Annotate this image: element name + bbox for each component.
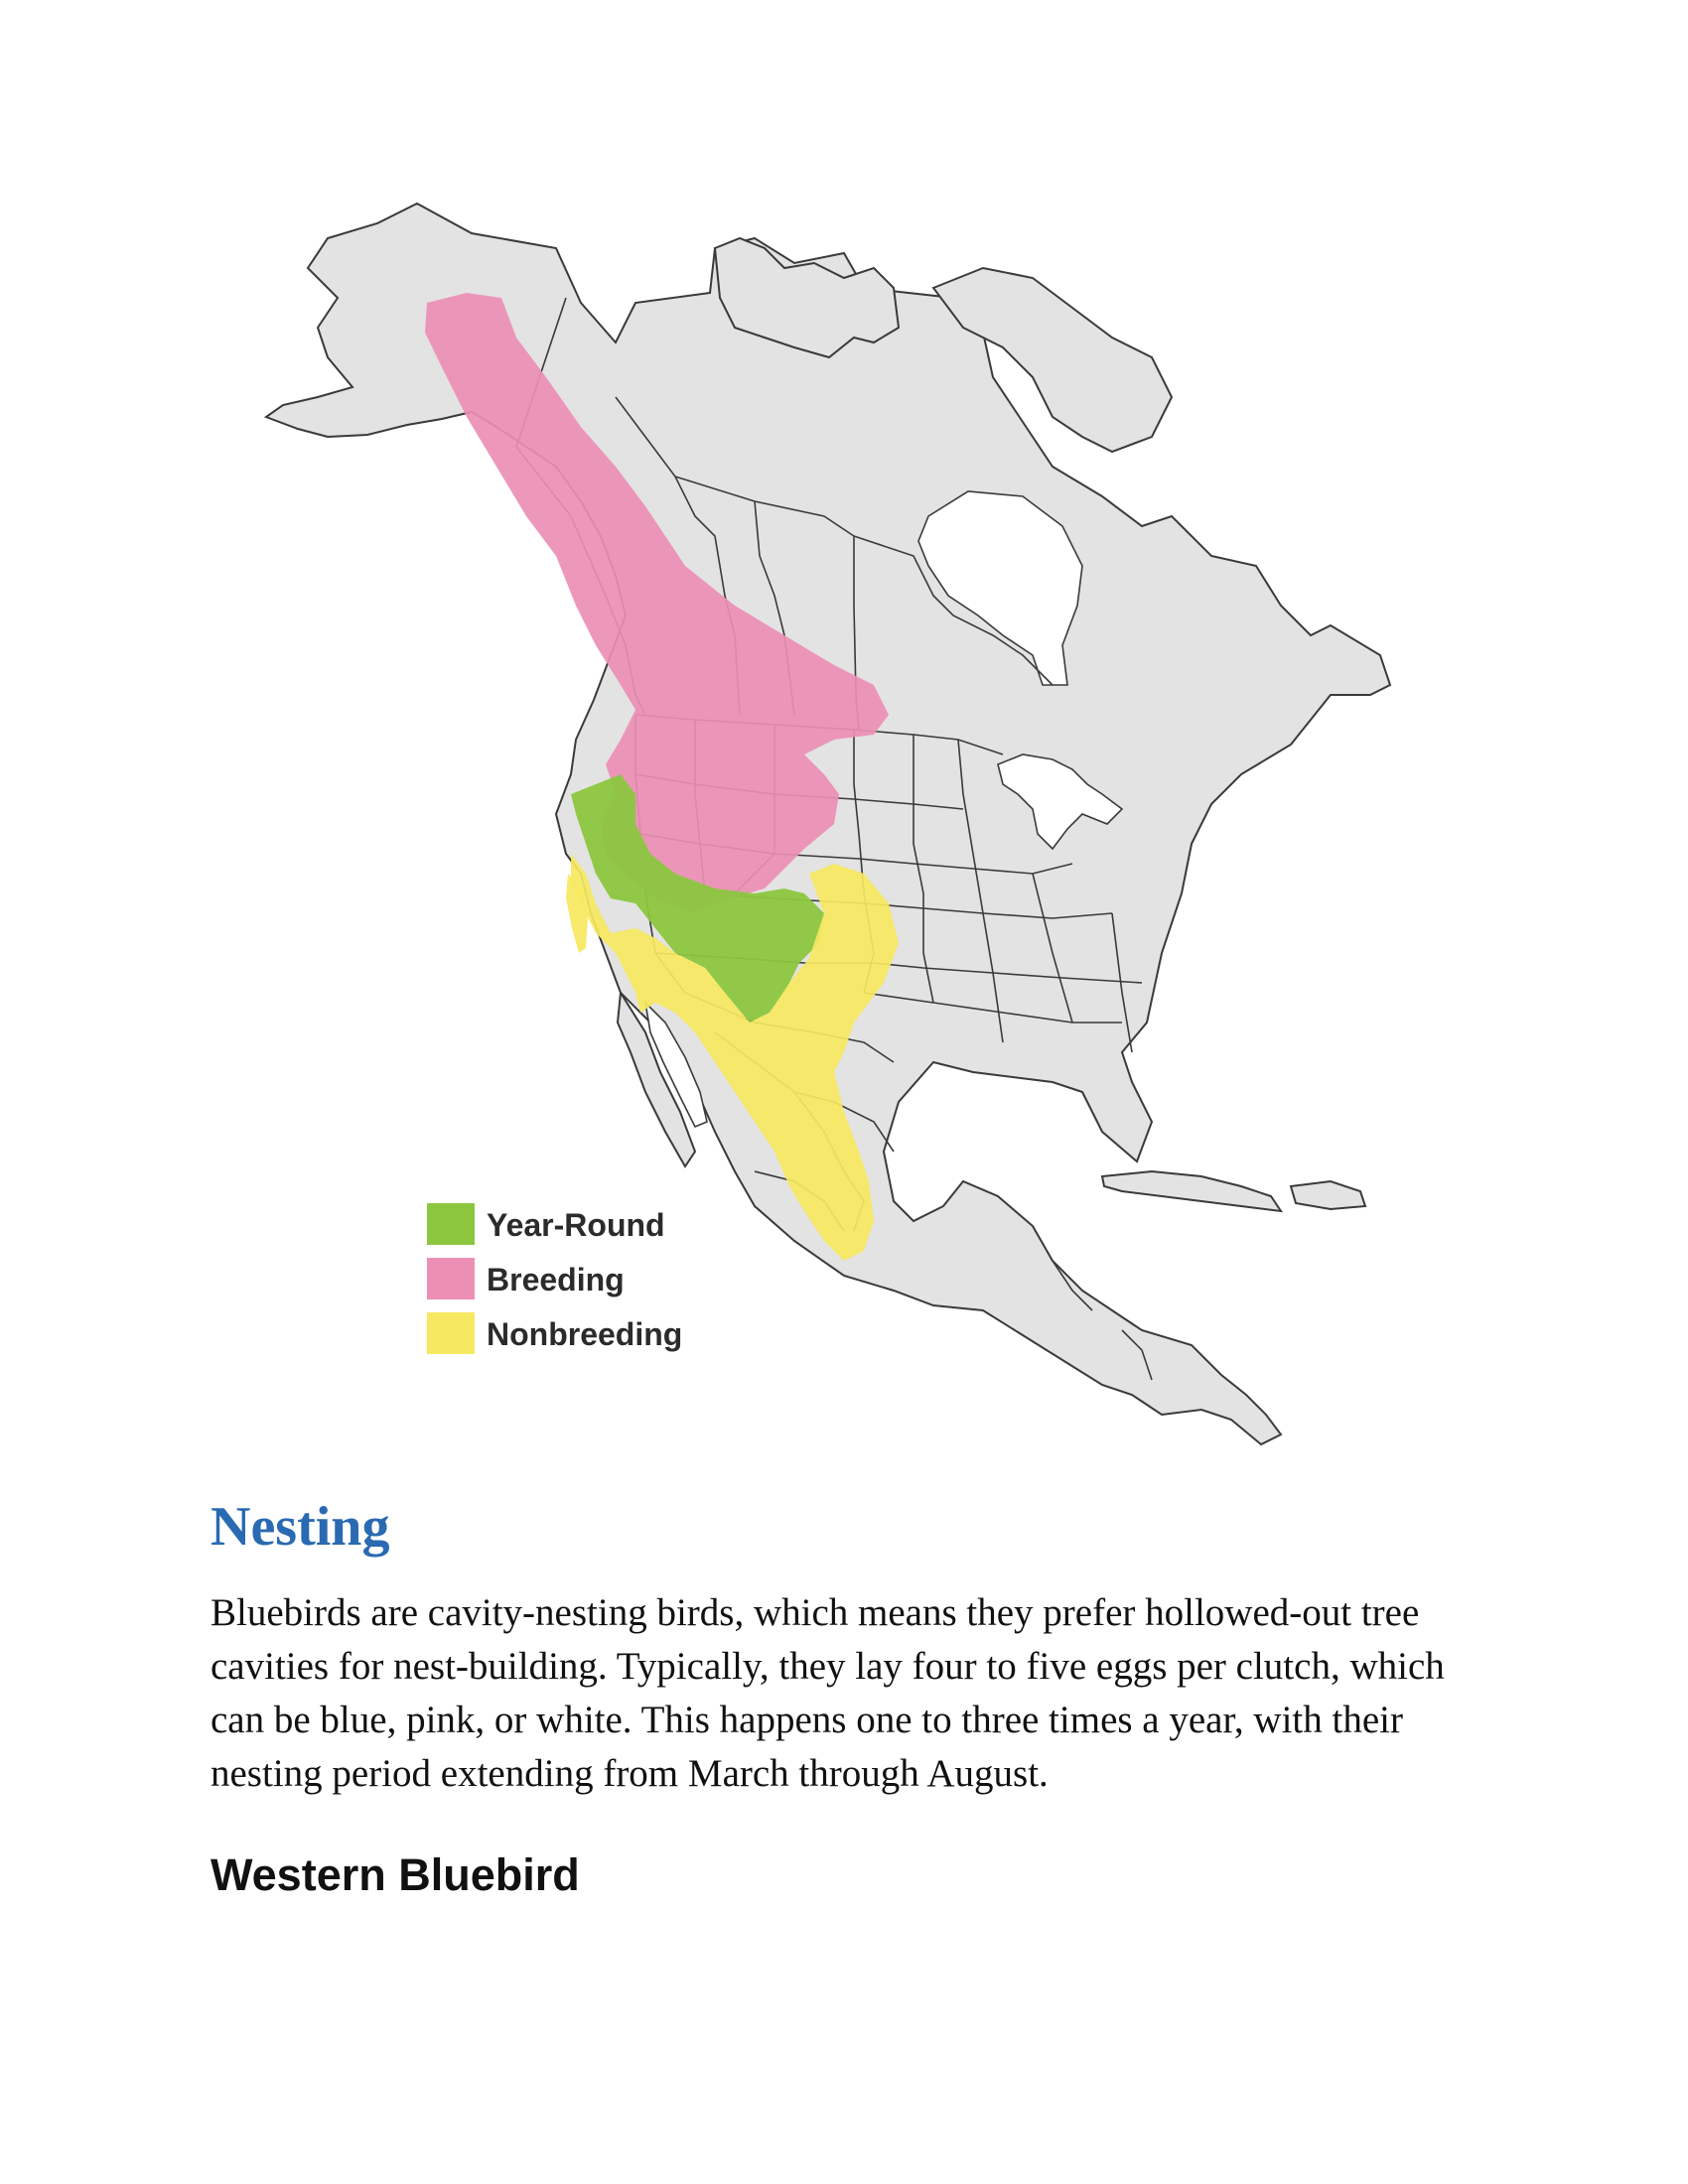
legend-label-nonbreeding: Nonbreeding [487, 1316, 683, 1352]
hispaniola [1291, 1181, 1365, 1209]
legend-label-year-round: Year-Round [487, 1207, 665, 1243]
range-map [248, 189, 1440, 1449]
legend [427, 1203, 682, 1354]
subheading-western-bluebird: Western Bluebird [211, 1849, 580, 1900]
legend-item-nonbreeding [427, 1312, 682, 1354]
legend-swatch-breeding [427, 1258, 475, 1299]
legend-item-year-round [427, 1203, 665, 1245]
cuba [1102, 1171, 1281, 1211]
legend-swatch-nonbreeding [427, 1312, 475, 1354]
legend-item-breeding [427, 1258, 625, 1299]
section-heading-nesting: Nesting [211, 1496, 390, 1558]
nesting-paragraph: Bluebirds are cavity-nesting birds, which means they prefer hollowed-out tree cavities for nest-building. Typically, they lay four to five eggs per clutch, which can be blue, pink, or white. This happens one to three times a year, with their nesting period extending from March through August. [211, 1591, 1445, 1795]
legend-label-breeding: Breeding [487, 1262, 625, 1297]
legend-swatch-year-round [427, 1203, 475, 1245]
